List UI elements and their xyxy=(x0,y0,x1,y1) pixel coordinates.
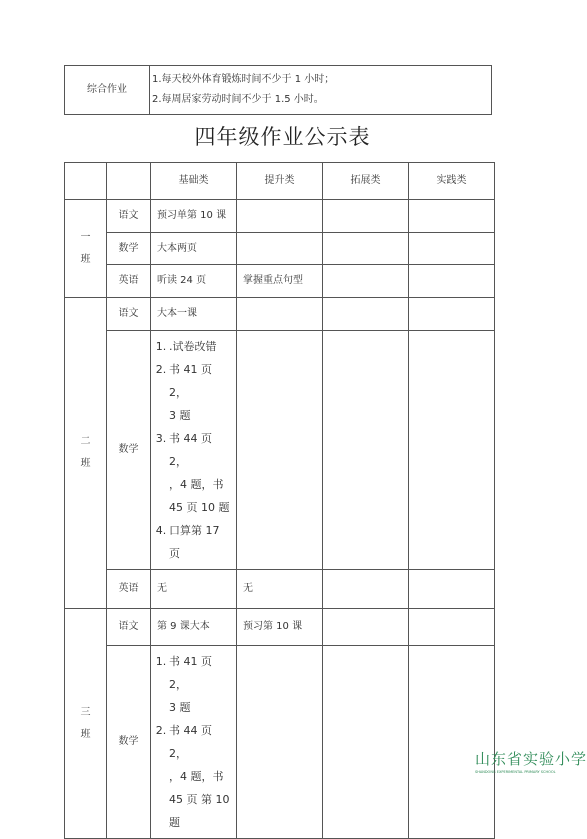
table-row xyxy=(65,609,495,646)
extend-cell xyxy=(323,200,409,233)
subject-cell: 数学 xyxy=(107,233,151,265)
subject-cell: 语文 xyxy=(107,609,151,646)
extend-cell xyxy=(323,298,409,331)
header-basic: 基础类 xyxy=(151,163,237,200)
basic-cell: 无 xyxy=(151,570,237,609)
improve-cell: 预习第 10 课 xyxy=(237,609,323,646)
class-2-name-a: 二 xyxy=(80,436,91,447)
class-3-cell xyxy=(65,609,107,839)
header-empty-cell xyxy=(65,163,107,200)
basic-cell: 预习单第 10 课 xyxy=(151,200,237,233)
list-item: 4. 口算第 17 页 xyxy=(155,524,220,560)
subject-cell: 英语 xyxy=(107,265,151,298)
list-item: 2. 书 44 页 2， ，4 题，书 45 页 第 10 题 xyxy=(155,724,230,829)
basic-cell: 第 9 课大本 xyxy=(151,609,237,646)
subject-cell: 语文 xyxy=(107,298,151,331)
header-extend: 拓展类 xyxy=(323,163,409,200)
improve-cell xyxy=(237,298,323,331)
header-empty-cell xyxy=(107,163,151,200)
class-1-name-a: 一 xyxy=(80,231,91,243)
practice-cell xyxy=(409,200,495,233)
comprehensive-line-2: 2.每周居家劳动时间不少于 1.5 小时。 xyxy=(152,94,324,105)
practice-cell xyxy=(409,298,495,331)
practice-cell xyxy=(409,646,495,839)
extend-cell xyxy=(323,233,409,265)
subject-cell: 数学 xyxy=(107,331,151,570)
table-row xyxy=(65,570,495,609)
school-logo xyxy=(475,748,587,774)
table-row xyxy=(65,233,495,265)
practice-cell xyxy=(409,233,495,265)
improve-cell xyxy=(237,331,323,570)
class-2-name-b: 班 xyxy=(80,458,91,469)
practice-cell xyxy=(409,609,495,646)
basic-cell: 大本两页 xyxy=(151,233,237,265)
basic-cell: 大本一课 xyxy=(151,298,237,331)
extend-cell xyxy=(323,646,409,839)
table-row xyxy=(65,200,495,233)
improve-cell xyxy=(237,200,323,233)
list-item: 1. 书 41 页 2， 3 题 xyxy=(155,655,212,714)
class-1-name-b: 班 xyxy=(80,253,91,265)
comprehensive-homework-label: 综合作业 xyxy=(65,66,150,115)
comprehensive-homework-content xyxy=(150,66,492,115)
comprehensive-homework-table xyxy=(64,65,492,115)
basic-cell xyxy=(151,646,237,839)
class-2-cell xyxy=(65,298,107,609)
class-3-name-b: 班 xyxy=(80,728,91,740)
extend-cell xyxy=(323,331,409,570)
school-logo-english: SHANDONG EXPERIMENTAL PRIMARY SCHOOL xyxy=(475,770,556,774)
extend-cell xyxy=(323,265,409,298)
subject-cell: 数学 xyxy=(107,646,151,839)
extend-cell xyxy=(323,609,409,646)
comprehensive-line-1: 1.每天校外体育锻炼时间不少于 1 小时； xyxy=(152,74,335,85)
page-title: 四年级作业公示表 xyxy=(194,125,371,149)
header-improve: 提升类 xyxy=(237,163,323,200)
practice-cell xyxy=(409,265,495,298)
list-item: 3. 书 44 页 2， ，4 题，书 45 页 10 题 xyxy=(155,432,230,514)
improve-cell: 无 xyxy=(237,570,323,609)
extend-cell xyxy=(323,570,409,609)
table-row xyxy=(65,265,495,298)
table-row xyxy=(65,331,495,570)
class-1-cell xyxy=(65,200,107,298)
improve-cell: 掌握重点句型 xyxy=(237,265,323,298)
header-practice: 实践类 xyxy=(409,163,495,200)
basic-cell: 听读 24 页 xyxy=(151,265,237,298)
subject-cell: 英语 xyxy=(107,570,151,609)
list-item: 2. 书 41 页 2， 3 题 xyxy=(155,363,212,422)
class-3-name-a: 三 xyxy=(80,706,91,718)
table-header-row xyxy=(65,163,495,200)
practice-cell xyxy=(409,331,495,570)
practice-cell xyxy=(409,570,495,609)
improve-cell xyxy=(237,646,323,839)
homework-schedule-table xyxy=(64,162,495,839)
school-logo-chinese: 山东省实验小学 xyxy=(475,750,587,768)
basic-cell xyxy=(151,331,237,570)
table-row xyxy=(65,298,495,331)
improve-cell xyxy=(237,233,323,265)
list-item: 1. .试卷改错 xyxy=(155,340,217,353)
subject-cell: 语文 xyxy=(107,200,151,233)
table-row xyxy=(65,646,495,839)
